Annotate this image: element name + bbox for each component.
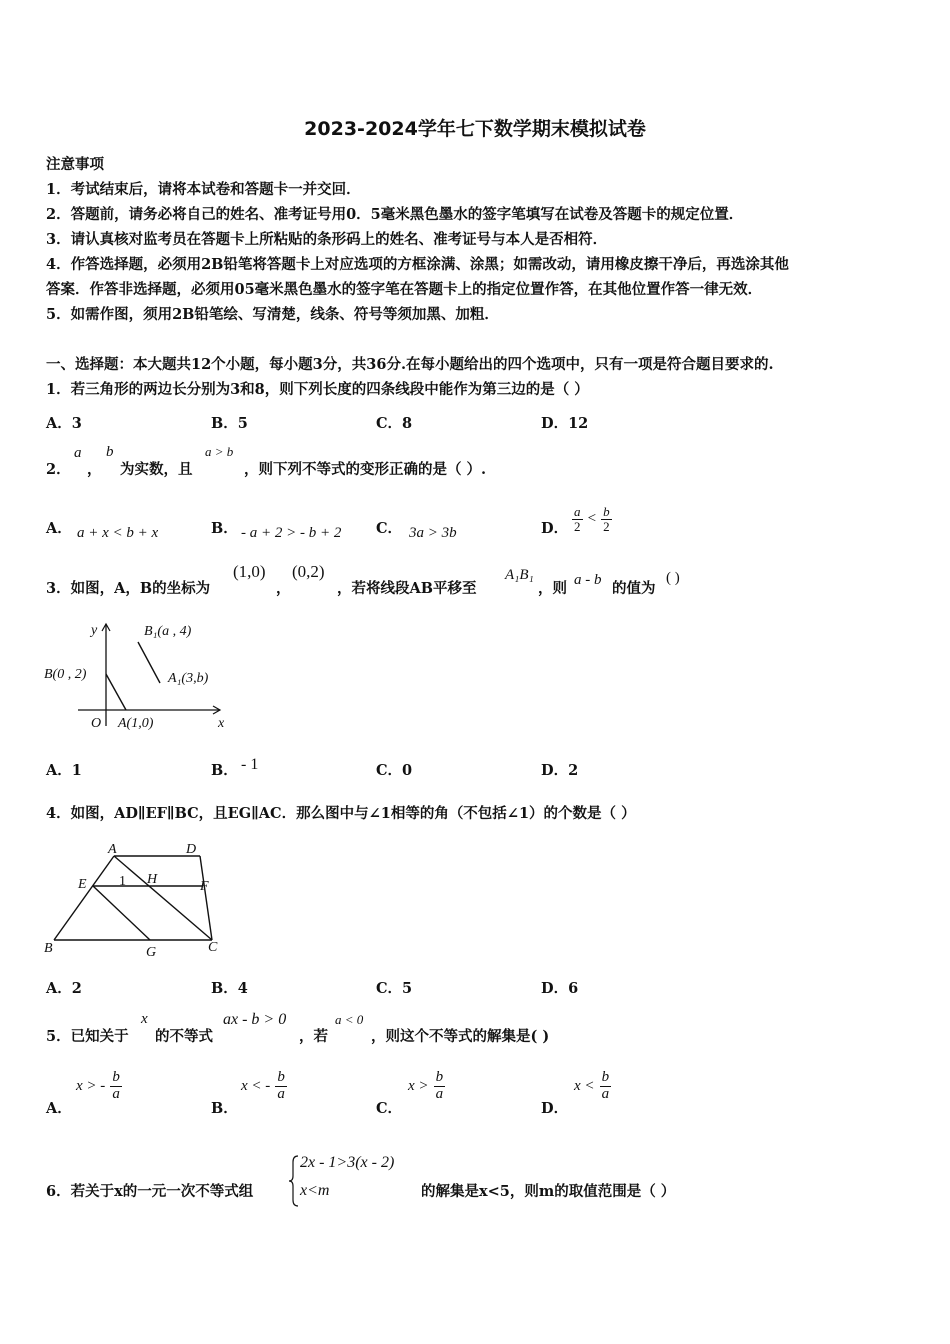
q3-label-x: x (218, 716, 225, 731)
q5-lhs-a: x > - (76, 1077, 106, 1094)
q4-label-h: H (147, 872, 158, 887)
q6-system-brace (288, 1154, 300, 1208)
notice-item: 答案．作答非选择题，必须用05毫米黑色墨水的签字笔在答题卡上的指定位置作答，在其他位置作答一律无效． (46, 281, 763, 298)
q3-text-2: ，若将线段AB平移至 (337, 580, 477, 597)
q3-label-a1: A₁(3,b) (168, 671, 209, 686)
q2-label-b: B． (211, 520, 238, 537)
q2-fraction-a-2: $\frac{a}{2}$ (574, 504, 581, 534)
question-2-num: 2． (46, 461, 71, 478)
q3-point-b: (0,2) (292, 562, 325, 581)
q3-label-b1: B₁(a , 4) (144, 624, 192, 639)
q3-coordinate-figure (40, 616, 240, 744)
q5-fraction-d: $\frac{b}{a}$ (601, 1069, 610, 1102)
question-1-stem: 1．若三角形的两边长分别为3和8，则下列长度的四条线段中能作为第三边的是（ ） (46, 381, 589, 398)
q5-label-d: D． (541, 1100, 569, 1117)
q3-answer-paren: ( ) (666, 570, 680, 586)
q5-label-a: A． (46, 1100, 72, 1117)
q1-option-c: C．8 (376, 415, 413, 432)
q3-label-o: O (91, 716, 102, 731)
q3-label-b: B(0 , 2) (44, 667, 87, 682)
q2-option-b: - a + 2 > - b + 2 (241, 525, 342, 541)
q4-label-b: B (44, 941, 53, 956)
q2-var-a: a (74, 445, 82, 461)
q3-segment-ab (106, 674, 126, 710)
q2-comma: ， (87, 461, 102, 478)
q3-point-a: (1,0) (233, 562, 266, 581)
q1-option-d: D．12 (541, 415, 589, 432)
q3-expression: a - b (574, 572, 602, 588)
q3-option-c: C．0 (376, 762, 413, 779)
q2-condition: a > b (205, 444, 234, 459)
q4-parallel-figure (40, 838, 240, 962)
q5-text-2: 的不等式 (155, 1028, 213, 1045)
q3-option-d: D．2 (541, 762, 579, 779)
q3-option-b-label: B． (211, 762, 238, 779)
q4-option-c: C．5 (376, 980, 413, 997)
q3-label-y: y (91, 623, 98, 638)
q5-inequality: ax - b > 0 (223, 1011, 287, 1028)
q4-label-f: F (200, 879, 209, 894)
q4-label-e: E (78, 877, 87, 892)
q5-option-c (408, 1070, 445, 1103)
q2-text-2: ，则下列不等式的变形正确的是（ ）. (244, 461, 487, 478)
notice-item: 3．请认真核对监考员在答题卡上所粘贴的条形码上的姓名、准考证号与本人是否相符． (46, 231, 608, 248)
q3-text-3: ，则 (538, 580, 567, 597)
notice-item: 1．考试结束后，请将本试卷和答题卡一并交回． (46, 181, 361, 198)
q4-line-ac (114, 856, 212, 940)
q5-fraction-a: $\frac{b}{a}$ (112, 1069, 120, 1102)
question-6-text-2: 的解集是x<5，则m的取值范围是（ ） (421, 1183, 676, 1200)
q3-comma: ， (276, 580, 291, 597)
q5-option-b (241, 1070, 287, 1103)
q5-lhs-b: x < - (241, 1077, 271, 1094)
q2-option-d (572, 505, 612, 533)
q4-option-b: B．4 (211, 980, 248, 997)
q3-label-a: A(1,0) (118, 716, 154, 731)
q3-option-b-value: - 1 (241, 756, 259, 773)
q2-label-d: D． (541, 520, 569, 537)
q2-option-a: a + x < b + x (77, 525, 159, 541)
q5-option-d (574, 1070, 611, 1103)
notice-heading: 注意事项 (46, 156, 104, 173)
notice-item: 2．答题前，请务必将自己的姓名、准考证号用0．5毫米黑色墨水的签字笔填写在试卷及答题卡的规定位置． (46, 206, 744, 223)
q3-segment: A₁B₁ (505, 567, 534, 583)
q5-fraction-c: $\frac{b}{a}$ (435, 1069, 444, 1102)
q5-label-c: C． (376, 1100, 403, 1117)
section-heading: 一、选择题：本大题共12个小题，每小题3分，共36分.在每小题给出的四个选项中，只有一项是符合题目要求的. (46, 356, 774, 373)
q4-label-c: C (208, 940, 218, 955)
q4-option-a: A．2 (46, 980, 82, 997)
q5-fraction-b: $\frac{b}{a}$ (277, 1069, 285, 1102)
q5-condition: a < 0 (335, 1012, 364, 1027)
q2-option-c: 3a > 3b (409, 525, 457, 541)
question-4-stem: 4．如图，AD∥EF∥BC，且EG∥AC．那么图中与∠1相等的角（不包括∠1）的个数是（ ） (46, 805, 636, 822)
q6-system-row-1: 2x - 1>3(x - 2) (300, 1154, 395, 1171)
q1-option-b: B．5 (211, 415, 248, 432)
q5-option-a (76, 1070, 122, 1103)
q2-label-c: C． (376, 520, 403, 537)
q3-segment-a1b1 (138, 642, 160, 683)
q3-text-4: 的值为 (612, 580, 656, 597)
q5-label-b: B． (211, 1100, 238, 1117)
page-title: 2023-2024学年七下数学期末模拟试卷 (304, 118, 646, 140)
q6-system-row-2: x<m (300, 1182, 330, 1199)
q2-less-than: < (587, 510, 597, 527)
question-6-text-1: 6．若关于x的一元一次不等式组 (46, 1183, 254, 1200)
question-3-text-1: 3．如图，A，B的坐标为 (46, 580, 211, 597)
notice-item: 5．如需作图，须用2B铅笔绘、写清楚，线条、符号等须加黑、加粗． (46, 306, 499, 323)
q4-label-angle-1: 1 (119, 874, 126, 889)
q4-line-dc (200, 856, 212, 940)
notice-item: 4．作答选择题，必须用2B铅笔将答题卡上对应选项的方框涂满、涂黑；如需改动，请用橡皮擦干净后，再选涂其他 (46, 256, 789, 273)
q1-option-a: A．3 (46, 415, 82, 432)
q3-option-a: A．1 (46, 762, 82, 779)
q4-label-d: D (186, 842, 197, 857)
q5-text-4: ，则这个不等式的解集是( ) (371, 1028, 550, 1045)
question-5-text-1: 5．已知关于 (46, 1028, 129, 1045)
q2-label-a: A． (46, 520, 72, 537)
q5-lhs-c: x > (408, 1077, 429, 1094)
q4-option-d: D．6 (541, 980, 579, 997)
q2-text-1: 为实数，且 (120, 461, 193, 478)
q5-lhs-d: x < (574, 1077, 595, 1094)
q5-text-3: ，若 (299, 1028, 328, 1045)
q2-var-b: b (106, 444, 114, 460)
q2-fraction-b-2: $\frac{b}{2}$ (603, 504, 610, 534)
q4-line-eg (93, 886, 150, 940)
q4-label-a: A (108, 842, 117, 857)
q5-variable: x (141, 1011, 148, 1027)
q4-label-g: G (146, 945, 157, 960)
